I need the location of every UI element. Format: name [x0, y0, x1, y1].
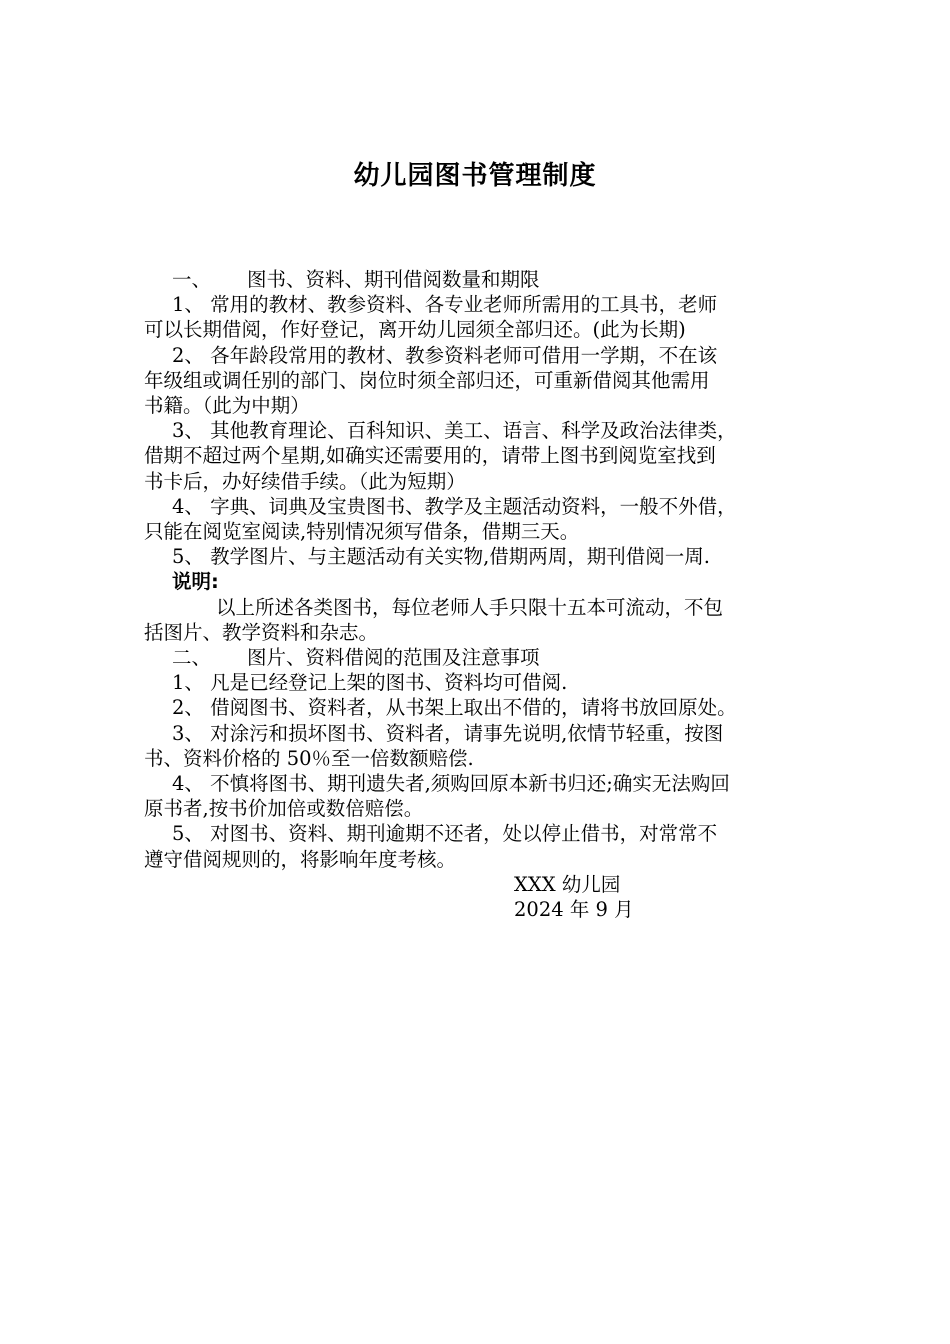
section-1-item-4-line-2: 只能在阅览室阅读,特别情况须写借条，借期三天。 [144, 520, 580, 544]
section-2-item-5-line-1: 5、 对图书、资料、期刊逾期不还者，处以停止借书，对常常不 [172, 822, 718, 846]
document-title: 幼儿园图书管理制度 [353, 161, 597, 191]
section-2-item-4-line-1: 4、 不慎将图书、期刊遗失者,须购回原本新书归还;确实无法购回 [172, 772, 730, 796]
section-1-item-4-line-1: 4、 字典、词典及宝贵图书、教学及主题活动资料，一般不外借， [172, 494, 737, 518]
section-1-item-2-line-1: 2、 各年龄段常用的教材、教参资料老师可借用一学期，不在该 [172, 343, 718, 367]
document-body [144, 267, 814, 922]
section-1-item-1-line-1: 1、 常用的教材、教参资料、各专业老师所需用的工具书，老师 [172, 293, 718, 317]
section-2-item-4-line-2: 原书者,按书价加倍或数倍赔偿。 [144, 797, 424, 821]
section-1-item-2-line-2: 年级组或调任别的部门、岗位时须全部归还，可重新借阅其他需用 [144, 368, 710, 392]
section-1-number: 一、 [172, 268, 212, 291]
section-1-item-3-line-3: 书卡后，办好续借手续。（此为短期） [144, 469, 466, 493]
section-1-item-2-line-3: 书籍。（此为中期） [144, 394, 310, 418]
section-1-item-1-line-2: 可以长期借阅，作好登记，离开幼儿园须全部归还。(此为长期) [144, 318, 686, 342]
signature-organization: XXX 幼儿园 [514, 872, 621, 896]
note-label: 说明: [172, 570, 219, 594]
section-1-heading [144, 267, 814, 292]
section-1-item-5-line-1: 5、 教学图片、与主题活动有关实物,借期两周，期刊借阅一周. [172, 545, 711, 569]
section-2-heading [144, 645, 814, 670]
section-2-item-2-line-1: 2、 借阅图书、资料者，从书架上取出不借的，请将书放回原处。 [172, 696, 737, 720]
section-1-item-3-line-1: 3、 其他教育理论、百科知识、美工、语言、科学及政治法律类， [172, 419, 737, 443]
section-2-item-5-line-2: 遵守借阅规则的，将影响年度考核。 [144, 847, 457, 871]
section-2-item-3-line-2: 书、资料价格的 50％至一倍数额赔偿. [144, 746, 474, 770]
section-2-title: 图片、资料借阅的范围及注意事项 [247, 646, 540, 670]
section-1-title: 图书、资料、期刊借阅数量和期限 [247, 268, 540, 291]
note-line-2: 括图片、教学资料和杂志。 [144, 620, 379, 644]
note-line-1: 以上所述各类图书，每位老师人手只限十五本可流动，不包 [216, 595, 724, 619]
section-2-number: 二、 [172, 646, 212, 670]
signature-date: 2024 年 9 月 [514, 898, 634, 922]
section-2-item-1-line-1: 1、 凡是已经登记上架的图书、资料均可借阅. [172, 671, 568, 695]
section-2-item-3-line-1: 3、 对涂污和损坏图书、资料者，请事先说明,依情节轻重，按图 [172, 721, 724, 745]
section-1-item-3-line-2: 借期不超过两个星期,如确实还需要用的，请带上图书到阅览室找到 [144, 444, 716, 468]
